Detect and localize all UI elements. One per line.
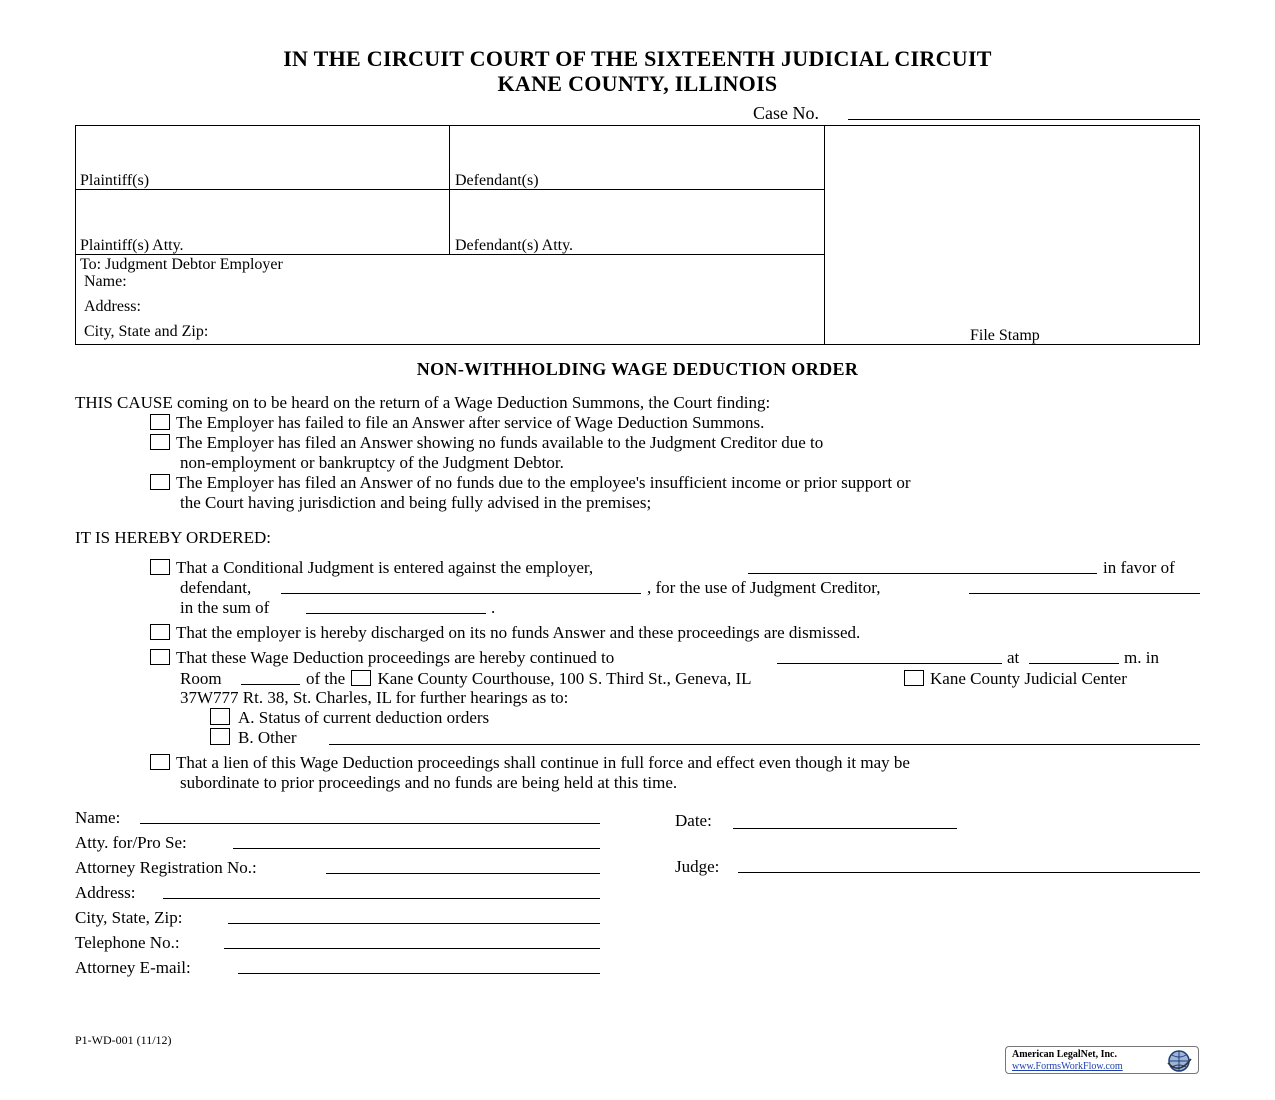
caption-row-line-2 [75, 254, 824, 255]
order-1-text-a: That a Conditional Judgment is entered against the employer, [176, 558, 594, 577]
form-code: P1-WD-001 (11/12) [75, 1033, 172, 1047]
order-1-text-d: , for the use of Judgment Creditor, [647, 578, 881, 597]
employer-name-label: Name: [84, 273, 127, 290]
sig-phone-label: Telephone No.: [75, 933, 180, 952]
order-2 [150, 623, 860, 643]
order-3-location [306, 669, 752, 689]
defendants-atty-label: Defendant(s) Atty. [455, 237, 574, 254]
finding-1 [150, 413, 764, 433]
sig-city-field[interactable] [228, 923, 600, 924]
employer-name-field[interactable] [748, 573, 1097, 574]
finding-2 [150, 433, 823, 453]
sub-option-a [210, 708, 489, 728]
sig-phone-field[interactable] [224, 948, 600, 949]
order-2-text: That the employer is hereby discharged on its no funds Answer and these proceedings are dismissed. [176, 623, 861, 642]
order-1-text-f: . [491, 598, 496, 617]
order-4-text-b: subordinate to prior proceedings and no funds are being held at this time. [180, 773, 678, 792]
continued-time-field[interactable] [1029, 663, 1119, 664]
courthouse-text: Kane County Courthouse, 100 S. Third St., Geneva, IL [377, 669, 752, 688]
judicial-center-text: Kane County Judicial Center [930, 669, 1127, 688]
findings-intro: THIS CAUSE coming on to be heard on the return of a Wage Deduction Summons, the Court finding: [75, 393, 771, 412]
publisher-logo[interactable] [1005, 1046, 1199, 1074]
order-4-checkbox[interactable] [150, 754, 170, 770]
sig-email-label: Attorney E-mail: [75, 958, 191, 977]
ordered-intro: IT IS HEREBY ORDERED: [75, 528, 271, 547]
sub-option-b [210, 728, 297, 748]
date-field[interactable] [733, 828, 957, 829]
finding-2-text-a: The Employer has filed an Answer showing no funds available to the Judgment Creditor due to [176, 433, 824, 452]
sig-city-label: City, State, Zip: [75, 908, 183, 927]
sig-atty-for-label: Atty. for/Pro Se: [75, 833, 187, 852]
continued-date-field[interactable] [777, 663, 1002, 664]
order-3-text-d: Room [180, 669, 222, 688]
order-3-text-b: at [1007, 648, 1020, 667]
defendant-field[interactable] [281, 593, 641, 594]
court-name-heading: IN THE CIRCUIT COURT OF THE SIXTEENTH JUDICIAL CIRCUIT [283, 46, 992, 71]
sig-address-field[interactable] [163, 898, 600, 899]
finding-2-checkbox[interactable] [150, 434, 170, 450]
judicial-center-checkbox[interactable] [904, 670, 924, 686]
sub-option-a-checkbox[interactable] [210, 708, 230, 725]
sub-option-b-checkbox[interactable] [210, 728, 230, 745]
to-employer-label: To: Judgment Debtor Employer [80, 256, 283, 273]
finding-3-text-b: the Court having jurisdiction and being fully advised in the premises; [180, 493, 652, 512]
judgment-creditor-field[interactable] [969, 593, 1200, 594]
order-3-text-c: m. in [1124, 648, 1159, 667]
defendants-label: Defendant(s) [455, 172, 539, 189]
plaintiffs-atty-label: Plaintiff(s) Atty. [80, 237, 184, 254]
finding-3-checkbox[interactable] [150, 474, 170, 490]
sig-reg-no-label: Attorney Registration No.: [75, 858, 257, 877]
courthouse-checkbox[interactable] [351, 670, 371, 686]
sig-name-field[interactable] [140, 823, 600, 824]
sig-reg-no-field[interactable] [326, 873, 600, 874]
case-no-label: Case No. [753, 103, 819, 123]
sig-address-label: Address: [75, 883, 136, 902]
order-1 [150, 558, 593, 578]
date-label: Date: [675, 811, 712, 830]
party-divider [449, 125, 450, 255]
order-2-checkbox[interactable] [150, 624, 170, 640]
sig-atty-for-field[interactable] [233, 848, 600, 849]
judge-label: Judge: [675, 857, 720, 876]
order-1-text-b: in favor of [1103, 558, 1175, 577]
county-heading: KANE COUNTY, ILLINOIS [497, 71, 778, 96]
finding-3-text-a: The Employer has filed an Answer of no funds due to the employee's insufficient income or prior support or [176, 473, 911, 492]
other-field[interactable] [329, 744, 1200, 745]
order-title: NON-WITHHOLDING WAGE DEDUCTION ORDER [416, 359, 859, 379]
employer-city-label: City, State and Zip: [84, 323, 209, 340]
employer-address-label: Address: [84, 298, 141, 315]
logo-url[interactable]: www.FormsWorkFlow.com [1012, 1061, 1123, 1072]
sub-option-a-text: A. Status of current deduction orders [238, 708, 490, 727]
order-1-text-c: defendant, [180, 578, 252, 597]
finding-1-text: The Employer has failed to file an Answer after service of Wage Deduction Summons. [176, 413, 765, 432]
order-1-text-e: in the sum of [180, 598, 270, 617]
caption-box [75, 125, 1200, 345]
sum-field[interactable] [306, 613, 486, 614]
globe-icon [1166, 1049, 1192, 1073]
judicial-center-option [904, 669, 1127, 689]
order-4-text-a: That a lien of this Wage Deduction proceedings shall continue in full force and effect even though it may be [176, 753, 910, 772]
sub-option-b-text: B. Other [238, 728, 297, 747]
sig-name-label: Name: [75, 808, 121, 827]
finding-1-checkbox[interactable] [150, 414, 170, 430]
case-no-field[interactable] [848, 119, 1200, 120]
order-1-checkbox[interactable] [150, 559, 170, 575]
finding-3 [150, 473, 911, 493]
finding-2-text-b: non-employment or bankruptcy of the Judgment Debtor. [180, 453, 564, 472]
room-field[interactable] [241, 684, 300, 685]
file-stamp-label: File Stamp [970, 327, 1040, 344]
plaintiffs-label: Plaintiff(s) [80, 172, 150, 189]
order-3-text-h: 37W777 Rt. 38, St. Charles, IL for further hearings as to: [180, 688, 569, 707]
caption-row-line-1 [75, 189, 824, 190]
order-3-checkbox[interactable] [150, 649, 170, 665]
logo-name: American LegalNet, Inc. [1012, 1049, 1117, 1060]
judge-signature-field[interactable] [738, 872, 1200, 873]
order-3-text-a: That these Wage Deduction proceedings are hereby continued to [176, 648, 615, 667]
order-4 [150, 753, 910, 773]
caption-divider [824, 125, 825, 345]
sig-email-field[interactable] [238, 973, 600, 974]
order-3 [150, 648, 614, 668]
order-3-text-e: of the [306, 669, 346, 688]
